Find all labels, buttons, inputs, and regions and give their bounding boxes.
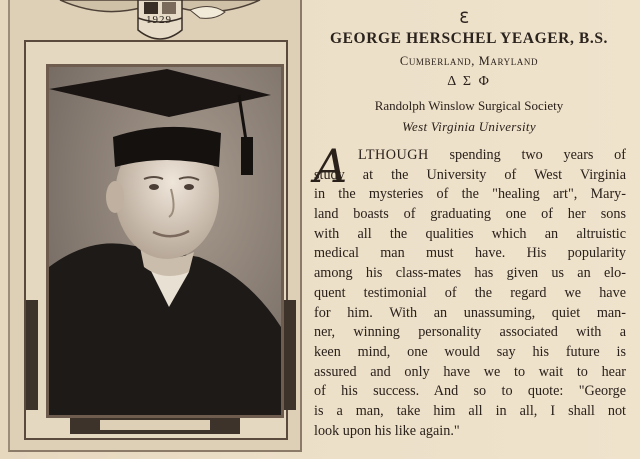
bio-line: land boasts of graduating one of her sons — [314, 206, 626, 223]
frame-ornament-right — [284, 300, 296, 410]
biography-column — [310, 6, 628, 451]
drop-cap: A — [314, 139, 348, 193]
fraternity-letters: Δ Σ Φ — [447, 74, 491, 89]
bio-line: medical man must have. His popularity — [314, 245, 626, 262]
graduate-name: GEORGE HERSCHEL YEAGER, B.S. — [329, 30, 609, 47]
bio-line: of his success. And so to quote: "George — [314, 383, 626, 400]
bio-line: study at the University of West Virginia — [314, 166, 626, 183]
frame-base-inset — [100, 420, 210, 430]
society-name: Randolph Winslow Surgical Society — [374, 98, 564, 113]
graduate-portrait — [46, 64, 284, 418]
ornament-icon: ℇ — [459, 10, 469, 27]
bio-line: with all the qualities which an altruistic — [314, 225, 626, 242]
bio-line: look upon his like again." — [314, 422, 460, 439]
bio-line: ner, winning personality associated with a — [314, 324, 626, 341]
bio-line: among his class-mates has given us an elo- — [314, 265, 626, 282]
portrait-frame — [8, 0, 302, 452]
bio-line: assured and only have we to wait to hear — [314, 363, 626, 380]
bio-line: in the mysteries of the "healing art", Mary- — [314, 186, 626, 203]
bio-line: for him. With an unassuming, quiet man- — [314, 304, 626, 321]
bio-line: is a man, take him all in all, I shall not — [314, 402, 626, 419]
bio-line: LTHOUGH spending two years of — [358, 147, 626, 163]
bio-line: quent testimonial of the regard we have — [314, 284, 626, 301]
crest-year: 1929 — [146, 14, 172, 26]
bio-first-word: LTHOUGH — [358, 147, 429, 163]
hometown: Cumberland, Maryland — [399, 54, 539, 68]
biography-text — [314, 139, 626, 441]
bio-line: keen mind, one would say his future is — [314, 343, 626, 360]
school-name: West Virginia University — [402, 119, 536, 134]
frame-ornament-left — [26, 300, 38, 410]
